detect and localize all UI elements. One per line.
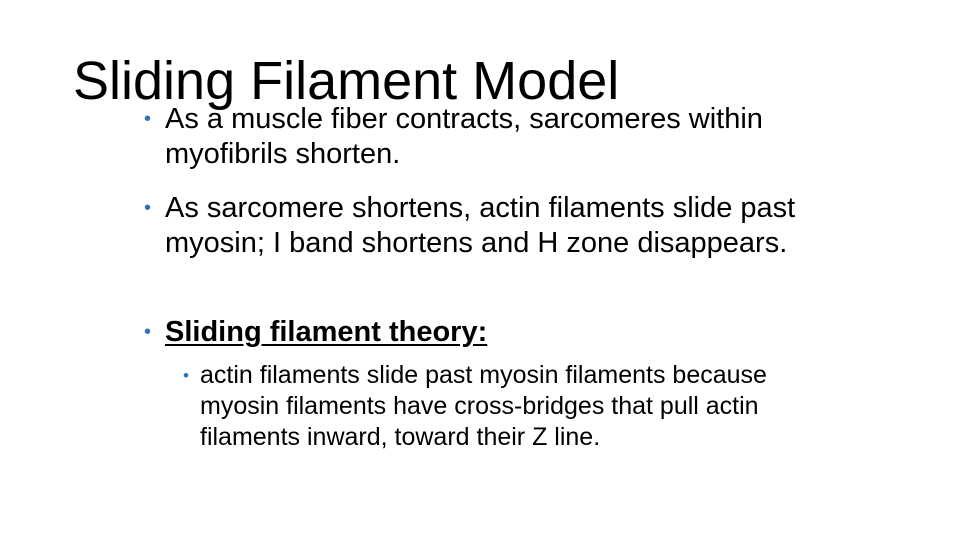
bullet-item [144,102,825,172]
bullet-text: As sarcomere shortens, actin filaments slide past myosin; I band shortens and H zone disappears. [165,192,796,259]
sub-bullet-text: actin filaments slide past myosin filaments because myosin filaments have cross-bridges that pull actin filaments inward, toward their Z line. [200,361,767,451]
bullet-heading-text: Sliding filament theory: [165,316,488,348]
sub-bullet-item [183,360,800,453]
bullet-marker: • [144,321,152,343]
sub-bullet-marker: • [183,366,189,385]
slide-title: Sliding Filament Model [73,51,620,111]
bullet-item-heading [144,315,825,350]
bullet-marker: • [144,108,152,130]
bullet-item [144,191,825,261]
bullet-marker: • [144,197,152,219]
bullet-text: As a muscle fiber contracts, sarcomeres within myofibrils shorten. [165,103,763,170]
